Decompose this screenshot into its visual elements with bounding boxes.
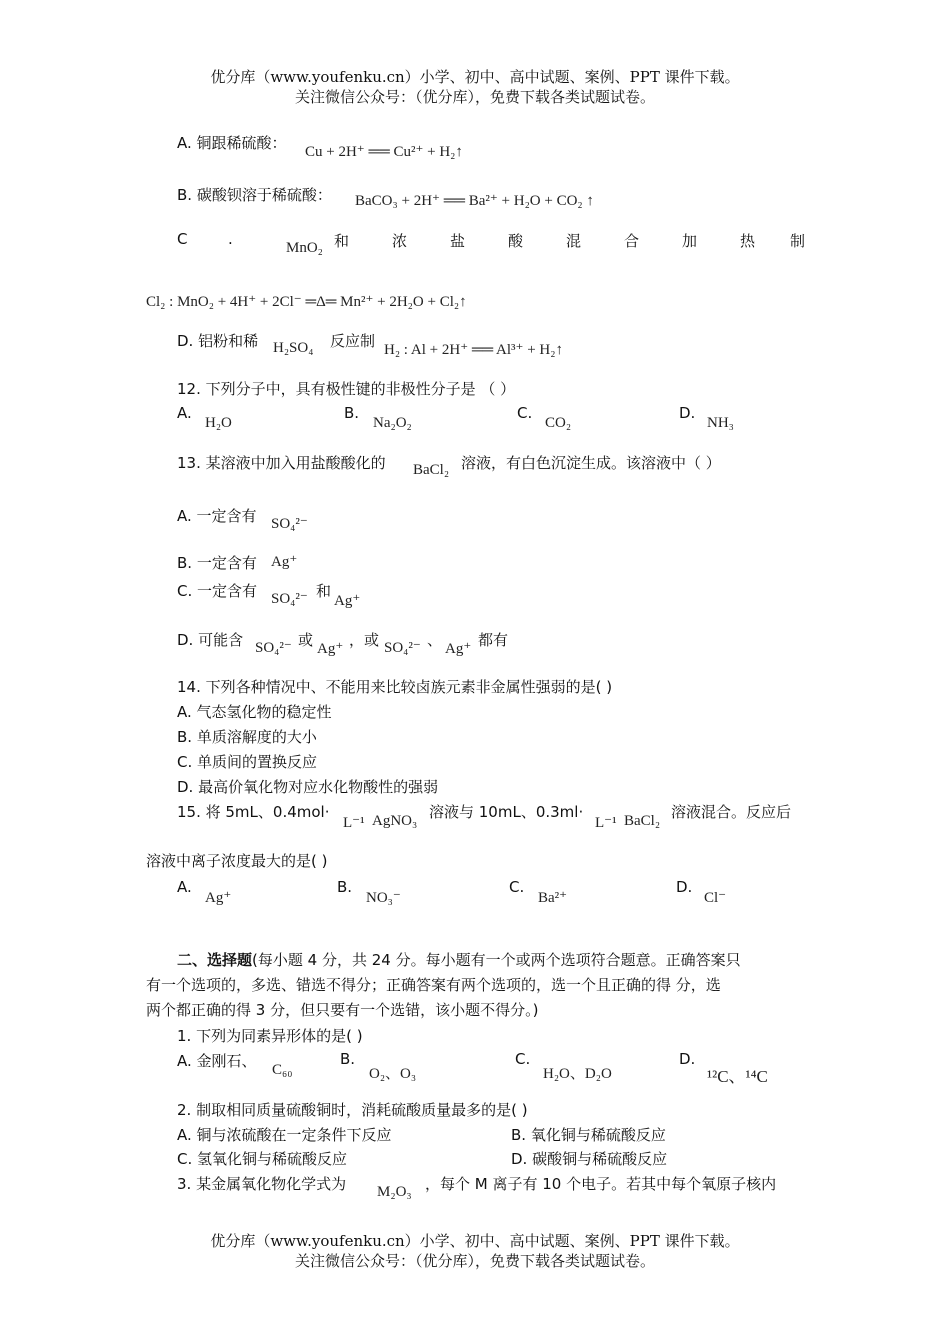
- q11-option-a-text: A. 铜跟稀硫酸：: [177, 134, 287, 152]
- header-line-2: 关注微信公众号：（优分库），免费下载各类试题试卷。: [294, 88, 655, 106]
- q12-option-c-label: C.: [517, 404, 533, 422]
- q13-stem-1: 13. 某溶液中加入用盐酸酸化的: [177, 454, 386, 472]
- s2q1-option-b-label: B.: [340, 1050, 356, 1068]
- q12-option-d-label: D.: [679, 404, 696, 422]
- section-2-intro-line-2: 有一个选项的，多选、错选不得分；正确答案有两个选项的，选一个且正确的得 分，选: [146, 976, 721, 994]
- q12-option-c-formula: CO₂: [545, 415, 572, 431]
- q12-option-d-formula: NH₃: [707, 415, 734, 431]
- q15-unit-2: L⁻¹: [595, 815, 617, 831]
- q12-option-b-formula: Na₂O₂: [373, 415, 412, 431]
- q12-option-b-label: B.: [344, 404, 360, 422]
- q12-option-a-label: A.: [177, 404, 192, 422]
- q11-c-word-8: 热: [740, 232, 756, 250]
- q13-option-a-ion: SO₄²⁻: [271, 516, 308, 532]
- q11-c-word-2: 浓: [392, 232, 408, 250]
- q13-option-d-separator: 、: [427, 631, 443, 649]
- q13-option-d-end: 都有: [478, 631, 509, 649]
- q15-option-c-label: C.: [509, 878, 525, 896]
- s2q1-option-a-formula: C₆₀: [272, 1062, 293, 1078]
- q11-option-b-text: B. 碳酸钡溶于稀硫酸：: [177, 186, 332, 204]
- q11-c-word-5: 混: [566, 232, 582, 250]
- q11-c-word-6: 合: [624, 232, 640, 250]
- q13-bacl2: BaCl₂: [413, 462, 450, 478]
- q13-option-c-and: 和: [316, 582, 332, 600]
- s2q1-stem: 1. 下列为同素异形体的是( ): [177, 1027, 363, 1045]
- section-2-intro-text: (每小题 4 分，共 24 分。每小题有一个或两个选项符合题意。正确答案只: [252, 951, 741, 969]
- header-line-1: 优分库（www.youfenku.cn）小学、初中、高中试题、案例、PPT 课件下载。: [210, 68, 740, 86]
- q11-c-word-4: 酸: [508, 232, 524, 250]
- s2q1-option-d-formula: ¹²C、¹⁴C: [707, 1067, 768, 1086]
- s2q2-option-a: A. 铜与浓硫酸在一定条件下反应: [177, 1126, 392, 1144]
- s2q1-option-a-text: A. 金刚石、: [177, 1052, 257, 1070]
- s2q2-option-c: C. 氢氧化铜与稀硫酸反应: [177, 1150, 348, 1168]
- q15-stem-3: 溶液混合。反应后: [671, 803, 792, 821]
- q13-option-b-ion: Ag⁺: [271, 554, 298, 570]
- s2q1-option-b-formula: O₂、O₃: [369, 1066, 417, 1082]
- q15-option-c-formula: Ba²⁺: [538, 890, 568, 906]
- q15-agno3: AgNO₃: [372, 813, 418, 829]
- q13-option-c-ion-2: Ag⁺: [334, 593, 361, 609]
- q15-bacl2: BaCl₂: [624, 813, 661, 829]
- q14-option-d: D. 最高价氧化物对应水化物酸性的强弱: [177, 778, 439, 796]
- q15-stem-1: 15. 将 5mL、0.4mol·: [177, 803, 330, 821]
- q12-option-a-formula: H₂O: [205, 415, 232, 431]
- q15-stem-4: 溶液中离子浓度最大的是( ): [146, 852, 328, 870]
- s2q1-option-c-label: C.: [515, 1050, 531, 1068]
- section-2-intro-line-1: [177, 949, 741, 970]
- q12-stem: 12. 下列分子中，具有极性键的非极性分子是 （ ）: [177, 380, 516, 398]
- q13-stem-2: 溶液，有白色沉淀生成。该溶液中（ ）: [461, 454, 721, 472]
- q13-option-d-ion-2: Ag⁺: [317, 641, 344, 657]
- q15-option-b-label: B.: [337, 878, 353, 896]
- s2q3-formula: M₂O₃: [377, 1184, 412, 1200]
- q15-unit-1: L⁻¹: [343, 815, 365, 831]
- q14-stem: 14. 下列各种情况中、不能用来比较卤族元素非金属性强弱的是( ): [177, 678, 613, 696]
- q13-option-a-text: A. 一定含有: [177, 507, 257, 525]
- q13-option-c-text: C. 一定含有: [177, 582, 258, 600]
- q14-option-a: A. 气态氢化物的稳定性: [177, 703, 332, 721]
- q14-option-c: C. 单质间的置换反应: [177, 753, 318, 771]
- q13-option-d-or-1: 或: [298, 631, 314, 649]
- s2q3-stem-1: 3. 某金属氧化物化学式为: [177, 1175, 347, 1193]
- q11-option-c-dot: .: [228, 230, 233, 248]
- q11-option-c-equation: Cl₂ : MnO₂ + 4H⁺ + 2Cl⁻ ═Δ═ Mn²⁺ + 2H₂O + Cl₂↑: [146, 294, 467, 310]
- q15-stem-2: 溶液与 10mL、0.3ml·: [429, 803, 584, 821]
- q11-option-a-equation: Cu + 2H⁺ ══ Cu²⁺ + H₂↑: [305, 144, 463, 160]
- q13-option-b-text: B. 一定含有: [177, 554, 257, 572]
- q15-option-b-formula: NO₃⁻: [366, 890, 401, 906]
- q11-c-word-3: 盐: [450, 232, 466, 250]
- s2q2-option-d: D. 碳酸铜与稀硫酸反应: [511, 1150, 668, 1168]
- q11-option-d-equation: H₂ : Al + 2H⁺ ══ Al³⁺ + H₂↑: [384, 342, 563, 358]
- q13-option-d-ion-1: SO₄²⁻: [255, 640, 292, 656]
- q13-option-d-ion-4: Ag⁺: [445, 641, 472, 657]
- section-2-intro-line-3: 两个都正确的得 3 分，但只要有一个选错，该小题不得分。): [146, 1001, 539, 1019]
- q13-option-d-text: D. 可能含: [177, 631, 244, 649]
- q15-option-d-label: D.: [676, 878, 693, 896]
- q11-option-b-equation: BaCO₃ + 2H⁺ ══ Ba²⁺ + H₂O + CO₂ ↑: [355, 193, 594, 209]
- s2q1-option-d-label: D.: [679, 1050, 696, 1068]
- q15-option-d-formula: Cl⁻: [704, 890, 727, 906]
- footer-line-2: 关注微信公众号：（优分库），免费下载各类试题试卷。: [294, 1252, 655, 1270]
- q11-c-word-7: 加: [682, 232, 698, 250]
- q11-option-d-h2so4: H₂SO₄: [273, 340, 314, 356]
- s2q2-stem: 2. 制取相同质量硫酸铜时，消耗硫酸质量最多的是( ): [177, 1101, 528, 1119]
- q14-option-b: B. 单质溶解度的大小: [177, 728, 317, 746]
- q15-option-a-formula: Ag⁺: [205, 890, 232, 906]
- s2q3-stem-2: ，每个 M 离子有 10 个电子。若其中每个氧原子核内: [425, 1175, 777, 1193]
- s2q1-option-c-formula: H₂O、D₂O: [543, 1066, 612, 1082]
- q13-option-d-or-2: ，或: [349, 631, 380, 649]
- q15-option-a-label: A.: [177, 878, 192, 896]
- q11-c-word-1: 和: [334, 232, 350, 250]
- q13-option-d-ion-3: SO₄²⁻: [384, 640, 421, 656]
- section-2-title: 二、选择题: [177, 951, 253, 969]
- q11-option-c-label: C: [177, 230, 188, 248]
- footer-line-1: 优分库（www.youfenku.cn）小学、初中、高中试题、案例、PPT 课件下载。: [210, 1232, 740, 1250]
- q11-option-d-text-1: D. 铝粉和稀: [177, 332, 259, 350]
- q11-c-word-9: 制: [790, 232, 806, 250]
- q13-option-c-ion-1: SO₄²⁻: [271, 591, 308, 607]
- q11-option-d-text-2: 反应制: [330, 332, 376, 350]
- q11-option-c-mno2: MnO₂: [286, 240, 323, 256]
- s2q2-option-b: B. 氧化铜与稀硫酸反应: [511, 1126, 666, 1144]
